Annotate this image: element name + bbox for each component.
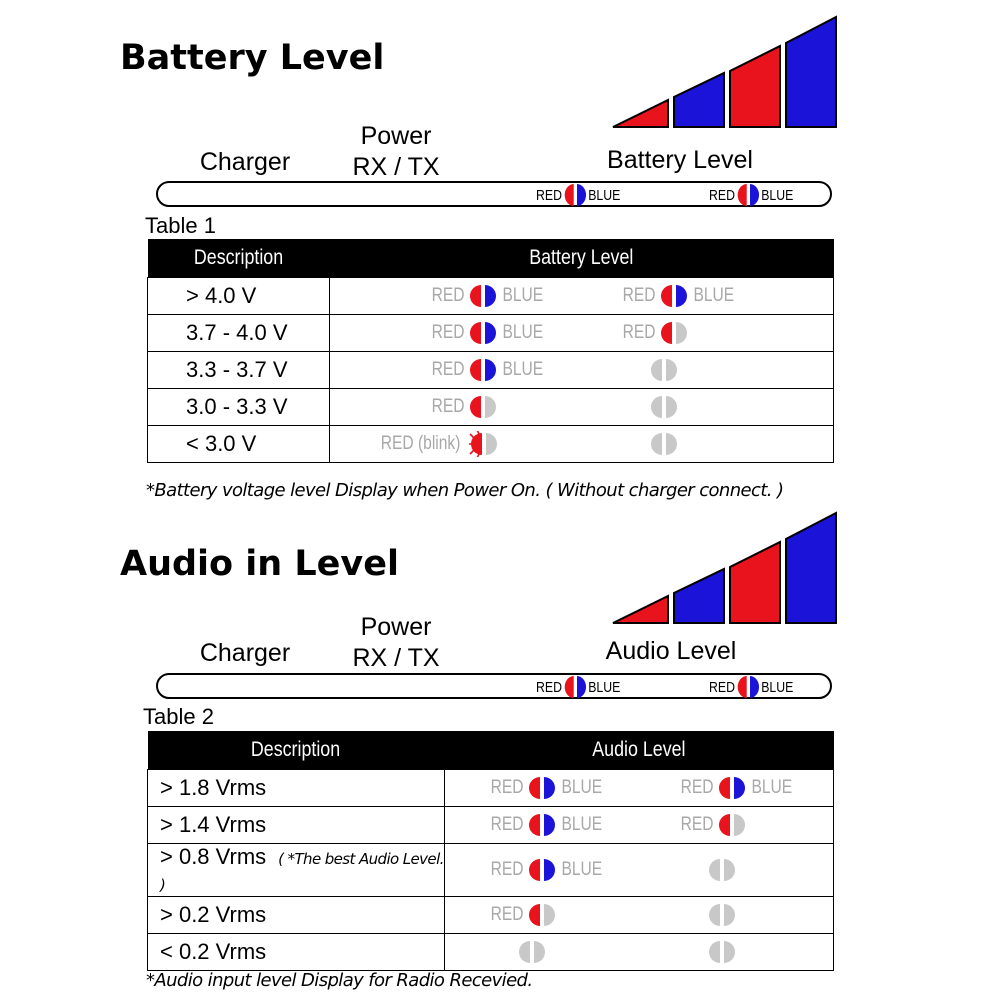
led-red-label: RED bbox=[431, 322, 465, 343]
led-red-label: RED bbox=[680, 777, 714, 798]
row-description: 3.0 - 3.3 V bbox=[148, 389, 330, 426]
half-led-icon bbox=[563, 675, 588, 699]
half-led-icon bbox=[468, 394, 498, 420]
led-indicator-1 bbox=[372, 426, 499, 462]
led-indicator-2 bbox=[677, 807, 747, 843]
led-red-label: RED bbox=[622, 322, 656, 343]
table-row bbox=[148, 770, 834, 807]
row-led-indicators bbox=[445, 770, 834, 807]
led-blue-label: BLUE bbox=[588, 678, 621, 696]
row-led-indicators bbox=[445, 934, 834, 971]
table-header-level: Battery Level bbox=[330, 239, 834, 278]
led-indicator-1 bbox=[487, 852, 607, 888]
half-led-icon bbox=[527, 857, 557, 883]
led-red-label: RED bbox=[431, 285, 465, 306]
half-led-icon bbox=[717, 812, 747, 838]
led-indicator-1 bbox=[428, 315, 548, 351]
audio-table-caption: Table 2 bbox=[143, 704, 214, 729]
half-led-icon bbox=[527, 775, 557, 801]
row-led-indicators bbox=[330, 278, 834, 315]
half-led-icon bbox=[649, 394, 679, 420]
half-led-icon bbox=[659, 320, 689, 346]
led-blue-label: BLUE bbox=[761, 678, 794, 696]
led-indicator-1 bbox=[487, 770, 607, 806]
row-description: > 0.2 Vrms bbox=[148, 897, 445, 934]
table-row bbox=[148, 897, 834, 934]
table-row bbox=[148, 426, 834, 463]
row-led-indicators bbox=[445, 807, 834, 844]
led-blue-label: BLUE bbox=[502, 285, 544, 306]
table-row bbox=[148, 807, 834, 844]
led-red-label: RED (blink) bbox=[380, 433, 461, 454]
row-led-indicators bbox=[330, 352, 834, 389]
led-indicator-2 bbox=[677, 770, 797, 806]
battery-signal-bars-icon bbox=[610, 14, 840, 130]
row-description: > 1.4 Vrms bbox=[148, 807, 445, 844]
half-led-icon bbox=[527, 812, 557, 838]
led-red-label: RED bbox=[431, 359, 465, 380]
row-description: > 1.8 Vrms bbox=[148, 770, 445, 807]
led-blue-label: BLUE bbox=[502, 359, 544, 380]
row-led-indicators bbox=[445, 897, 834, 934]
led-indicator-1 bbox=[517, 934, 547, 970]
row-description: 3.7 - 4.0 V bbox=[148, 315, 330, 352]
audio-title: Audio in Level bbox=[120, 544, 399, 584]
half-led-icon bbox=[707, 857, 737, 883]
audio-charger-label: Charger bbox=[199, 639, 291, 667]
led-blue-label: BLUE bbox=[502, 322, 544, 343]
led-indicator-2 bbox=[649, 389, 679, 425]
audio-level-table bbox=[147, 731, 834, 971]
table-header-level: Audio Level bbox=[445, 731, 834, 770]
blinking-led-icon bbox=[469, 431, 499, 457]
row-led-indicators bbox=[330, 389, 834, 426]
battery-level-label: Battery Level bbox=[607, 146, 753, 174]
audio-signal-bars-icon bbox=[610, 510, 840, 626]
led-indicator-1 bbox=[487, 897, 557, 933]
led-indicator-2 bbox=[707, 897, 737, 933]
half-led-icon bbox=[649, 431, 679, 457]
led-indicator-1 bbox=[428, 278, 548, 314]
half-led-icon bbox=[468, 357, 498, 383]
led-indicator-1 bbox=[487, 807, 607, 843]
row-description: > 4.0 V bbox=[148, 278, 330, 315]
led-indicator-2 bbox=[707, 852, 737, 888]
row-description: 3.3 - 3.7 V bbox=[148, 352, 330, 389]
audio-level-label: Audio Level bbox=[605, 637, 737, 665]
table-row bbox=[148, 352, 834, 389]
led-blue-label: BLUE bbox=[761, 186, 794, 204]
table-header-description: Description bbox=[148, 731, 445, 770]
led-blue-label: BLUE bbox=[561, 859, 603, 880]
audio-footnote: *Audio input level Display for Radio Recevied. bbox=[146, 970, 533, 991]
battery-charger-label: Charger bbox=[199, 148, 291, 176]
led-indicator-2 bbox=[707, 934, 737, 970]
led-red-label: RED bbox=[490, 904, 524, 925]
row-led-indicators bbox=[445, 844, 834, 897]
battery-table-caption: Table 1 bbox=[145, 213, 216, 238]
led-indicator-2 bbox=[619, 315, 689, 351]
half-led-icon bbox=[527, 902, 557, 928]
led-indicator-2 bbox=[649, 352, 679, 388]
led-indicator-2 bbox=[619, 278, 739, 314]
table-row bbox=[148, 934, 834, 971]
led-red-label: RED bbox=[680, 814, 714, 835]
row-led-indicators bbox=[330, 315, 834, 352]
led-blue-label: BLUE bbox=[588, 186, 621, 204]
led-red-label: RED bbox=[622, 285, 656, 306]
battery-title: Battery Level bbox=[120, 38, 385, 78]
battery-strip-led-right bbox=[709, 183, 793, 207]
led-blue-label: BLUE bbox=[751, 777, 793, 798]
half-led-icon bbox=[659, 283, 689, 309]
table-row bbox=[148, 389, 834, 426]
row-description: < 3.0 V bbox=[148, 426, 330, 463]
half-led-icon bbox=[468, 283, 498, 309]
row-led-indicators bbox=[330, 426, 834, 463]
table-header-description: Description bbox=[148, 239, 330, 278]
battery-footnote: *Battery voltage level Display when Power On. ( Without charger connect. ) bbox=[146, 480, 784, 501]
audio-power-label: Power bbox=[360, 613, 432, 641]
led-blue-label: BLUE bbox=[561, 814, 603, 835]
led-indicator-1 bbox=[428, 352, 548, 388]
row-description: < 0.2 Vrms bbox=[148, 934, 445, 971]
led-indicator-2 bbox=[649, 426, 679, 462]
audio-strip-led-left bbox=[536, 675, 620, 699]
half-led-icon bbox=[707, 902, 737, 928]
led-red-label: RED bbox=[536, 186, 562, 204]
led-red-label: RED bbox=[709, 678, 735, 696]
battery-power-label: Power bbox=[360, 122, 432, 150]
battery-strip-led-left bbox=[536, 183, 620, 207]
half-led-icon bbox=[717, 775, 747, 801]
led-blue-label: BLUE bbox=[561, 777, 603, 798]
row-note: ( *The best Audio Level. ) bbox=[160, 850, 444, 894]
battery-level-table bbox=[147, 239, 834, 463]
led-red-label: RED bbox=[490, 814, 524, 835]
led-red-label: RED bbox=[490, 859, 524, 880]
half-led-icon bbox=[736, 675, 761, 699]
row-description: > 0.8 Vrms ( *The best Audio Level. ) bbox=[148, 844, 445, 897]
audio-strip-led-right bbox=[709, 675, 793, 699]
led-red-label: RED bbox=[490, 777, 524, 798]
half-led-icon bbox=[468, 320, 498, 346]
led-red-label: RED bbox=[536, 678, 562, 696]
led-red-label: RED bbox=[709, 186, 735, 204]
led-red-label: RED bbox=[431, 396, 465, 417]
table-row bbox=[148, 278, 834, 315]
audio-rxtx-label: RX / TX bbox=[352, 644, 440, 672]
half-led-icon bbox=[563, 183, 588, 207]
table-row bbox=[148, 315, 834, 352]
led-indicator-1 bbox=[428, 389, 498, 425]
led-blue-label: BLUE bbox=[693, 285, 735, 306]
battery-rxtx-label: RX / TX bbox=[352, 153, 440, 181]
half-led-icon bbox=[707, 939, 737, 965]
half-led-icon bbox=[517, 939, 547, 965]
half-led-icon bbox=[649, 357, 679, 383]
table-row bbox=[148, 844, 834, 897]
half-led-icon bbox=[736, 183, 761, 207]
